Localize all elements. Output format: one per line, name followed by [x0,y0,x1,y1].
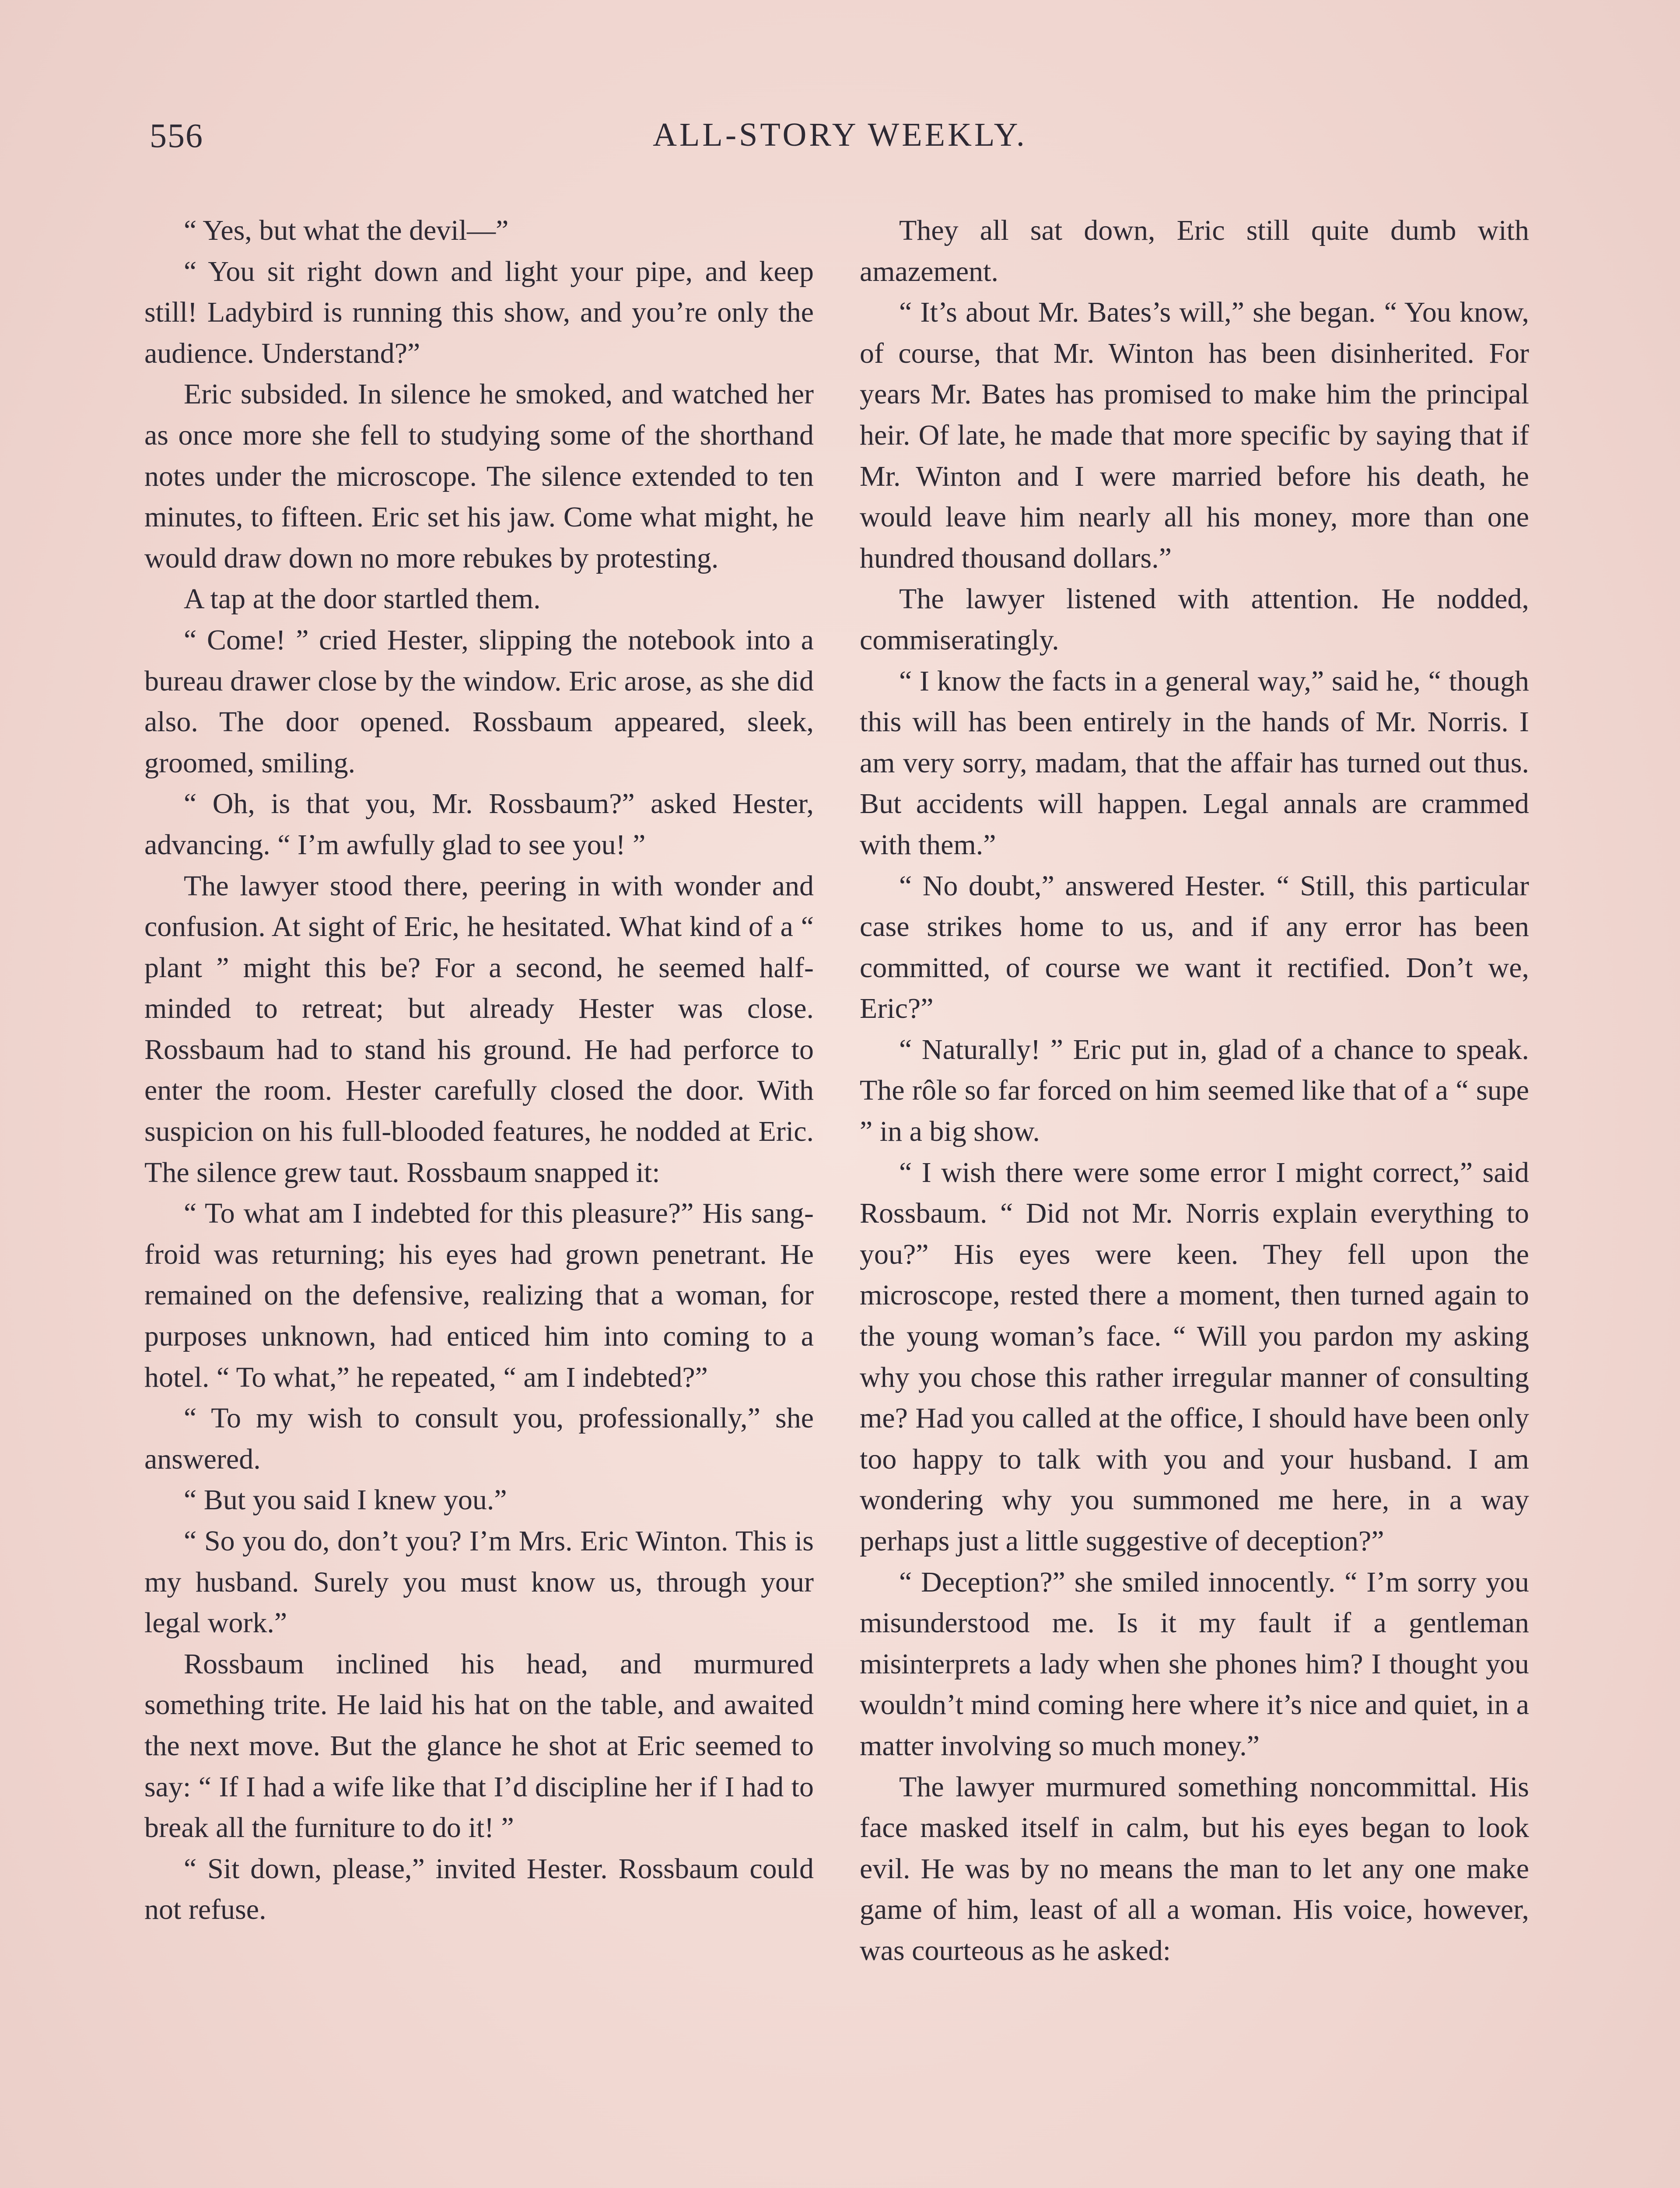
paragraph: “ Deception?” she smiled innocently. “ I’m sorry you misunderstood me. Is it my fault if a gentleman misinterprets a lady when she phones him? I thought you wouldn’t mind coming here where it’s nice and quiet, in a matter involving so much money.” [860,1566,1529,1762]
paragraph: “ No doubt,” answered Hester. “ Still, this particular case strikes home to us, and if any error has been committed, of course we want it rectified. Don’t we, Eric?” [860,870,1529,1025]
paragraph: “ It’s about Mr. Bates’s will,” she began. “ You know, of course, that Mr. Winton has been disinherited. For years Mr. Bates has promised to make him the principal heir. Of late, he made that more specific by saying that if Mr. Winton and I were married before his death, he would leave him nearly all his money, more than one hundred thousand dollars.” [860,296,1529,574]
paragraph: “ Come! ” cried Hester, slipping the notebook into a bureau drawer close by the window. Eric arose, as she did also. The door opened. Rossbaum appeared, sleek, groomed, smiling. [144,624,814,779]
paragraph: “ I wish there were some error I might correct,” said Rossbaum. “ Did not Mr. Norris explain everything to you?” His eyes were keen. They fell upon the microscope, rested there a moment, then turned again to the young woman’s face. “ Will you pardon my asking why you chose this rather irregular manner of consulting me? Had you called at the office, I should have been only too happy to talk with you and your husband. I am wondering why you summoned me here, in a way perhaps just a little suggestive of deception?” [860,1156,1529,1557]
paragraph: They all sat down, Eric still quite dumb with amazement. [860,214,1529,288]
paragraph: “ Naturally! ” Eric put in, glad of a chance to speak. The rôle so far forced on him seemed like that of a “ supe ” in a big show. [860,1033,1529,1148]
paragraph: The lawyer murmured something noncommittal. His face masked itself in calm, but his eyes began to look evil. He was by no means the man to let any one make game of him, least of all a woman. His voice, however, was courteous as he asked: [860,1771,1529,1967]
paragraph: “ To my wish to consult you, professionally,” she answered. [144,1402,814,1475]
paragraph: The lawyer listened with attention. He nodded, commiseratingly. [860,583,1529,656]
paragraph: “ Sit down, please,” invited Hester. Rossbaum could not refuse. [144,1852,814,1926]
paragraph: “ You sit right down and light your pipe, and keep still! Ladybird is running this show, and you’re only the audience. Understand?” [144,255,814,369]
left-text-column [144,210,814,1930]
paragraph: “ To what am I indebted for this pleasure?” His sang-froid was returning; his eyes had grown penetrant. He remained on the defensive, realizing that a woman, for purposes unknown, had enticed him into coming to a hotel. “ To what,” he repeated, “ am I indebted?” [144,1197,814,1393]
paper-speck [490,1578,496,1584]
paragraph: A tap at the door startled them. [184,583,541,615]
paragraph: Rossbaum inclined his head, and murmured something trite. He laid his hat on the table, and awaited the next move. But the glance he shot at Eric seemed to say: “ If I had a wife like that I’d discipline her if I had to break all the furniture to do it! ” [144,1648,814,1844]
paragraph: “ Oh, is that you, Mr. Rossbaum?” asked Hester, advancing. “ I’m awfully glad to see you! ” [144,788,814,861]
paragraph: “ But you said I knew you.” [184,1484,507,1516]
paragraph: “ Yes, but what the devil—” [184,214,509,246]
paragraph: Eric subsided. In silence he smoked, and watched her as once more she fell to studying some of the shorthand notes under the microscope. The silence extended to ten minutes, to fifteen. Eric set his jaw. Come what might, he would draw down no more rebukes by protesting. [144,378,814,574]
paragraph: The lawyer stood there, peering in with wonder and confusion. At sight of Eric, he hesitated. What kind of a “ plant ” might this be? For a second, he seemed half-minded to retreat; but already Hester was close. Rossbaum had to stand his ground. He had perforce to enter the room. Hester carefully closed the door. With suspicion on his full-blooded features, he nodded at Eric. The silence grew taut. Rossbaum snapped it: [144,870,814,1189]
paragraph: “ I know the facts in a general way,” said he, “ though this will has been entirely in the hands of Mr. Norris. I am very sorry, madam, that the affair has turned out thus. But accidents will happen. Legal annals are crammed with them.” [860,665,1529,861]
running-title: ALL-STORY WEEKLY. [653,116,1027,153]
paragraph: “ So you do, don’t you? I’m Mrs. Eric Winton. This is my husband. Surely you must know us, through your legal work.” [144,1525,814,1639]
page-number: 556 [150,116,203,154]
page-header [131,116,1549,164]
right-text-column [860,210,1529,1971]
